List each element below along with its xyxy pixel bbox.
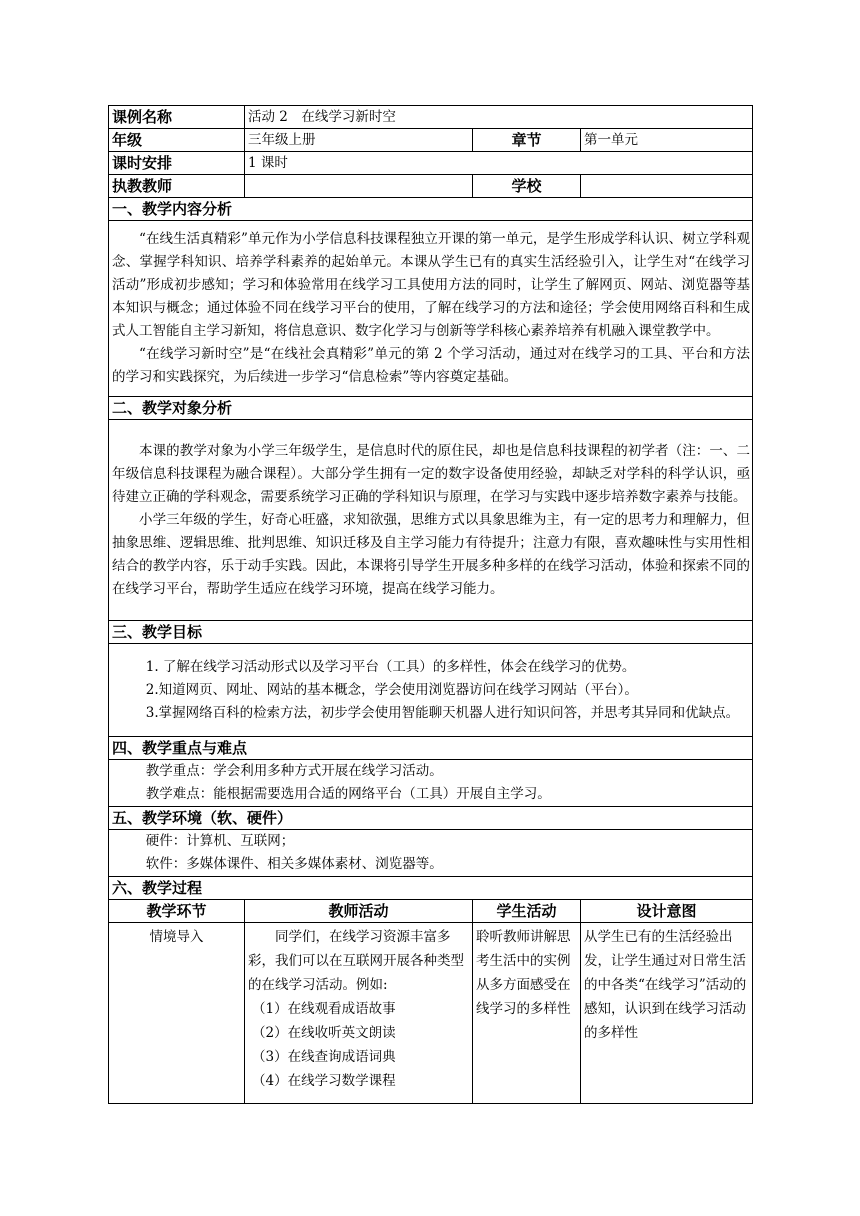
process-row xyxy=(109,923,753,1104)
section-objectives-header xyxy=(109,621,753,644)
teacher-list-item: （1）在线观看成语故事 xyxy=(252,1001,396,1017)
lesson-name-label: 课例名称 xyxy=(109,106,245,129)
section-content-body xyxy=(109,221,753,397)
section-body xyxy=(109,420,753,621)
section-title: 四、教学重点与难点 xyxy=(109,737,753,760)
objective-item: 3.掌握网络百科的检索方法，初步学会使用智能聊天机器人进行知识问答，并思考其异同和优缺点。 xyxy=(145,704,740,721)
section-keypoints-header xyxy=(109,737,753,760)
teacher-list-item: （4）在线学习数学课程 xyxy=(252,1073,396,1089)
school-label: 学校 xyxy=(473,175,581,198)
key-point-item: 教学重点：学会利用多种方式开展在线学习活动。 xyxy=(145,763,443,779)
teacher-intro: 同学们，在线学习资源丰富多彩，我们可以在互联网开展各种类型的在线学习活动。例如: xyxy=(248,929,464,993)
section-body xyxy=(109,830,753,877)
section-objectives-body xyxy=(109,644,753,737)
student-activity-item: 从多方面感受在线学习的多样性 xyxy=(476,977,571,1017)
hours-value: 1 课时 xyxy=(245,152,753,175)
process-student-activity xyxy=(473,923,581,1104)
grade-label: 年级 xyxy=(109,129,245,152)
teacher-list-item: （2）在线收听英文朗读 xyxy=(252,1025,396,1041)
paragraph: 本课的教学对象为小学三年级学生，是信息时代的原住民，却也是信息科技课程的初学者（注：一、二年级信息科技课程为融合课程）。大部分学生拥有一定的数字设备使用经验，却缺乏对学科的科学认识，亟待建立正确的学科观念，需要系统学习正确的学科知识与原理，在学习与实践中逐步培养数字素养与技能。 xyxy=(112,442,751,505)
teacher-value xyxy=(245,175,473,198)
chapter-value: 第一单元 xyxy=(581,129,753,152)
teacher-list-item: （3）在线查询成语词典 xyxy=(252,1049,396,1065)
section-title: 六、教学过程 xyxy=(109,877,753,900)
section-body xyxy=(109,644,753,737)
lesson-name-value: 活动 2 在线学习新时空 xyxy=(245,106,753,129)
section-body xyxy=(109,221,753,397)
teacher-label: 执教教师 xyxy=(109,175,245,198)
process-column-headers xyxy=(109,900,753,923)
paragraph: “在线学习新时空”是“在线社会真精彩”单元的第 2 个学习活动，通过对在线学习的工具、平台和方法的学习和实践探究，为后续进一步学习“信息检索”等内容奠定基础。 xyxy=(112,346,751,385)
section-title: 二、教学对象分析 xyxy=(109,397,753,420)
column-header-teacher: 教师活动 xyxy=(245,900,473,923)
design-intent-text: 从学生已有的生活经验出发，让学生通过对日常生活的中各类“在线学习”活动的感知，认识到在线学习活动的多样性 xyxy=(584,929,747,1041)
lesson-plan-table xyxy=(108,105,753,1104)
process-teacher-activity xyxy=(245,923,473,1104)
section-title: 三、教学目标 xyxy=(109,621,753,644)
stage-label: 情境导入 xyxy=(149,929,204,945)
section-process-header xyxy=(109,877,753,900)
teacher-row xyxy=(109,175,753,198)
chapter-label: 章节 xyxy=(473,129,581,152)
section-body xyxy=(109,760,753,807)
section-environment-header xyxy=(109,807,753,830)
key-point-item: 教学难点：能根据需要选用合适的网络平台（工具）开展自主学习。 xyxy=(145,786,551,802)
objective-item: 1. 了解在线学习活动形式以及学习平台（工具）的多样性，体会在线学习的优势。 xyxy=(145,658,636,675)
section-title: 一、教学内容分析 xyxy=(109,198,753,221)
column-header-student: 学生活动 xyxy=(473,900,581,923)
section-content-header xyxy=(109,198,753,221)
section-keypoints-body xyxy=(109,760,753,807)
school-value xyxy=(581,175,753,198)
paragraph: “在线生活真精彩”单元作为小学信息科技课程独立开课的第一单元，是学生形成学科认识、树立学科观念、掌握学科知识、培养学科素养的起始单元。本课从学生已有的真实生活经验引入，让学生对“在线学习活动”形成初步感知；学习和体验常用在线学习工具使用方法的同时，让学生了解网页、网站、浏览器等基本知识与概念；通过体验不同在线学习平台的使用，了解在线学习的方法和途径；学会使用网络百科和生成式人工智能自主学习新知，将信息意识、数字化学习与创新等学科核心素养培养有机融入课堂教学中。 xyxy=(112,231,751,339)
process-stage xyxy=(109,923,245,1104)
grade-row xyxy=(109,129,753,152)
hours-label: 课时安排 xyxy=(109,152,245,175)
section-audience-header xyxy=(109,397,753,420)
paragraph: 小学三年级的学生，好奇心旺盛，求知欲强，思维方式以具象思维为主，有一定的思考力和理解力，但抽象思维、逻辑思维、批判思维、知识迁移及自主学习能力有待提升；注意力有限，喜欢趣味性与实用性相结合的教学内容，乐于动手实践。因此，本课将引导学生开展多种多样的在线学习活动，体验和探索不同的在线学习平台，帮助学生适应在线学习环境，提高在线学习能力。 xyxy=(112,511,751,597)
objective-item: 2.知道网页、网址、网站的基本概念，学会使用浏览器访问在线学习网站（平台）。 xyxy=(145,681,638,698)
lesson-name-row xyxy=(109,106,753,129)
student-activity-item: 聆听教师讲解思考生活中的实例 xyxy=(476,929,571,969)
column-header-stage: 教学环节 xyxy=(109,900,245,923)
environment-item: 软件：多媒体课件、相关多媒体素材、浏览器等。 xyxy=(145,856,443,872)
environment-item: 硬件：计算机、互联网； xyxy=(145,833,295,849)
column-header-intent: 设计意图 xyxy=(581,900,753,923)
process-design-intent xyxy=(581,923,753,1104)
hours-row xyxy=(109,152,753,175)
section-environment-body xyxy=(109,830,753,877)
section-audience-body xyxy=(109,420,753,621)
grade-value: 三年级上册 xyxy=(245,129,473,152)
section-title: 五、教学环境（软、硬件） xyxy=(109,807,753,830)
